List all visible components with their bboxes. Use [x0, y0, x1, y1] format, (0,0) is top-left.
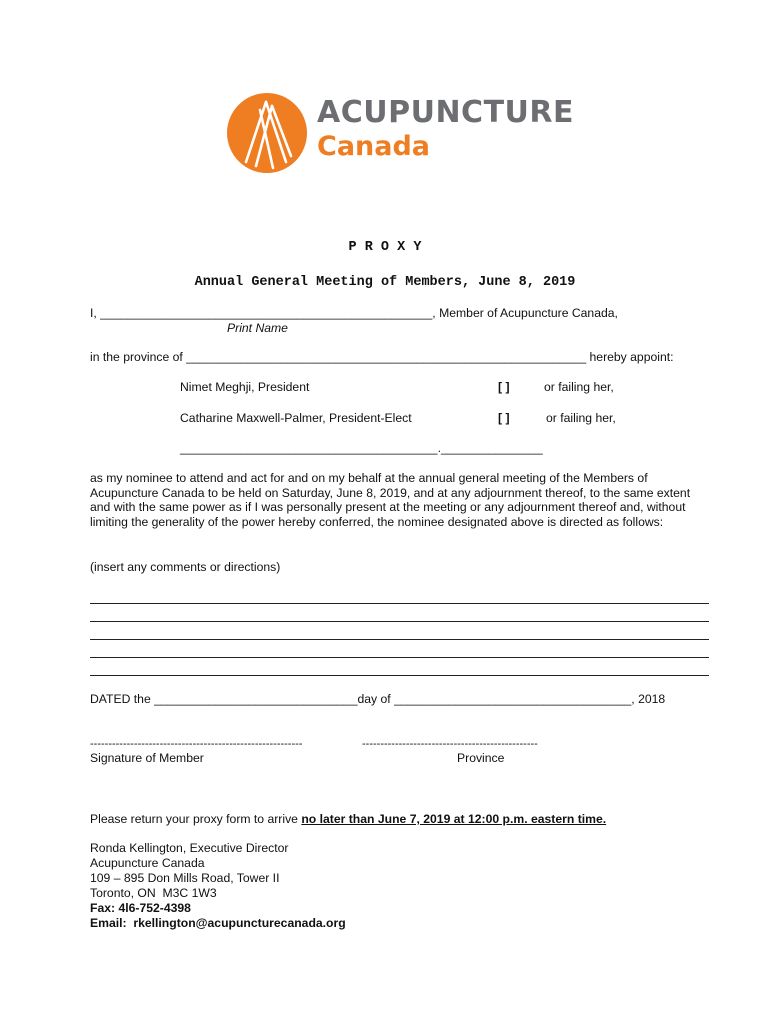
contact-city: Toronto, ON M3C 1W3 — [90, 886, 217, 900]
member-line-suffix: _, Member of Acupuncture Canada, — [425, 306, 618, 320]
logo-wordmark-line2: Canada — [317, 131, 431, 162]
comment-line[interactable] — [90, 621, 709, 622]
appointee-checkbox-2[interactable]: [ ] — [498, 411, 510, 425]
appointee-name-1: Nimet Meghji, President — [180, 380, 310, 394]
comment-line[interactable] — [90, 657, 709, 658]
comments-prompt: (insert any comments or directions) — [90, 560, 281, 574]
logo-wordmark-line1: ACUPUNCTURE — [317, 95, 574, 130]
comment-line[interactable] — [90, 675, 709, 676]
appointee-name-2: Catharine Maxwell-Palmer, President-Elect — [180, 411, 412, 425]
signature-label: Signature of Member — [90, 751, 204, 765]
dated-suffix: , 2018 — [631, 692, 666, 706]
province-line-suffix: _ hereby appoint: — [579, 350, 674, 364]
month-field[interactable]: ___________________________________ — [394, 692, 632, 706]
contact-fax: Fax: 4l6-752-4398 — [90, 901, 191, 915]
appointee-note-1: or failing her, — [544, 380, 614, 394]
contact-name: Ronda Kellington, Executive Director — [90, 841, 289, 855]
contact-org: Acupuncture Canada — [90, 856, 205, 870]
province-signature-field[interactable]: ------------------------------------------------ — [362, 738, 538, 750]
dated-middle: day of — [357, 692, 395, 706]
appointee-note-2: or failing her, — [546, 411, 616, 425]
contact-address: 109 – 895 Don Mills Road, Tower II — [90, 871, 280, 885]
print-name-label: Print Name — [227, 321, 288, 335]
page-title: P R O X Y — [348, 240, 422, 255]
province-label: Province — [457, 751, 505, 765]
appointee-checkbox-1[interactable]: [ ] — [498, 380, 510, 394]
other-nominee-field[interactable]: ______________________________________._______________ — [180, 441, 543, 455]
return-prefix: Please return your proxy form to arrive — [90, 812, 302, 826]
member-line — [90, 306, 618, 320]
print-name-field[interactable]: ________________________________________________ — [100, 306, 426, 320]
dated-line — [90, 692, 665, 706]
day-field[interactable]: ______________________________ — [154, 692, 358, 706]
comment-line[interactable] — [90, 639, 709, 640]
proxy-body-text: as my nominee to attend and act for and on my behalf at the annual general meeting of the Members of Acupuncture Canada to be held on Saturday, June 8, 2019, and at any adjournment thereof, to the same extent and with the same power as if I was personally present at the meeting or any adjournment thereof and, without limiting the generality of the power hereby conferred, the nominee designated above is directed as follows: — [90, 471, 691, 530]
acupuncture-logo-icon — [226, 92, 308, 174]
page-subtitle: Annual General Meeting of Members, June 8, 2019 — [194, 275, 576, 290]
contact-email[interactable]: Email: rkellington@acupuncturecanada.org — [90, 916, 346, 930]
signature-field[interactable]: ---------------------------------------------------------- — [90, 738, 303, 750]
member-line-prefix: I, — [90, 306, 101, 320]
comment-line[interactable] — [90, 603, 709, 604]
return-instructions — [90, 812, 606, 826]
province-line-prefix: in the province of — [90, 350, 187, 364]
province-field[interactable]: __________________________________________________________ — [186, 350, 580, 364]
dated-prefix: DATED the — [90, 692, 155, 706]
return-deadline: no later than June 7, 2019 at 12:00 p.m. eastern time. — [301, 812, 607, 826]
province-line — [90, 350, 674, 364]
